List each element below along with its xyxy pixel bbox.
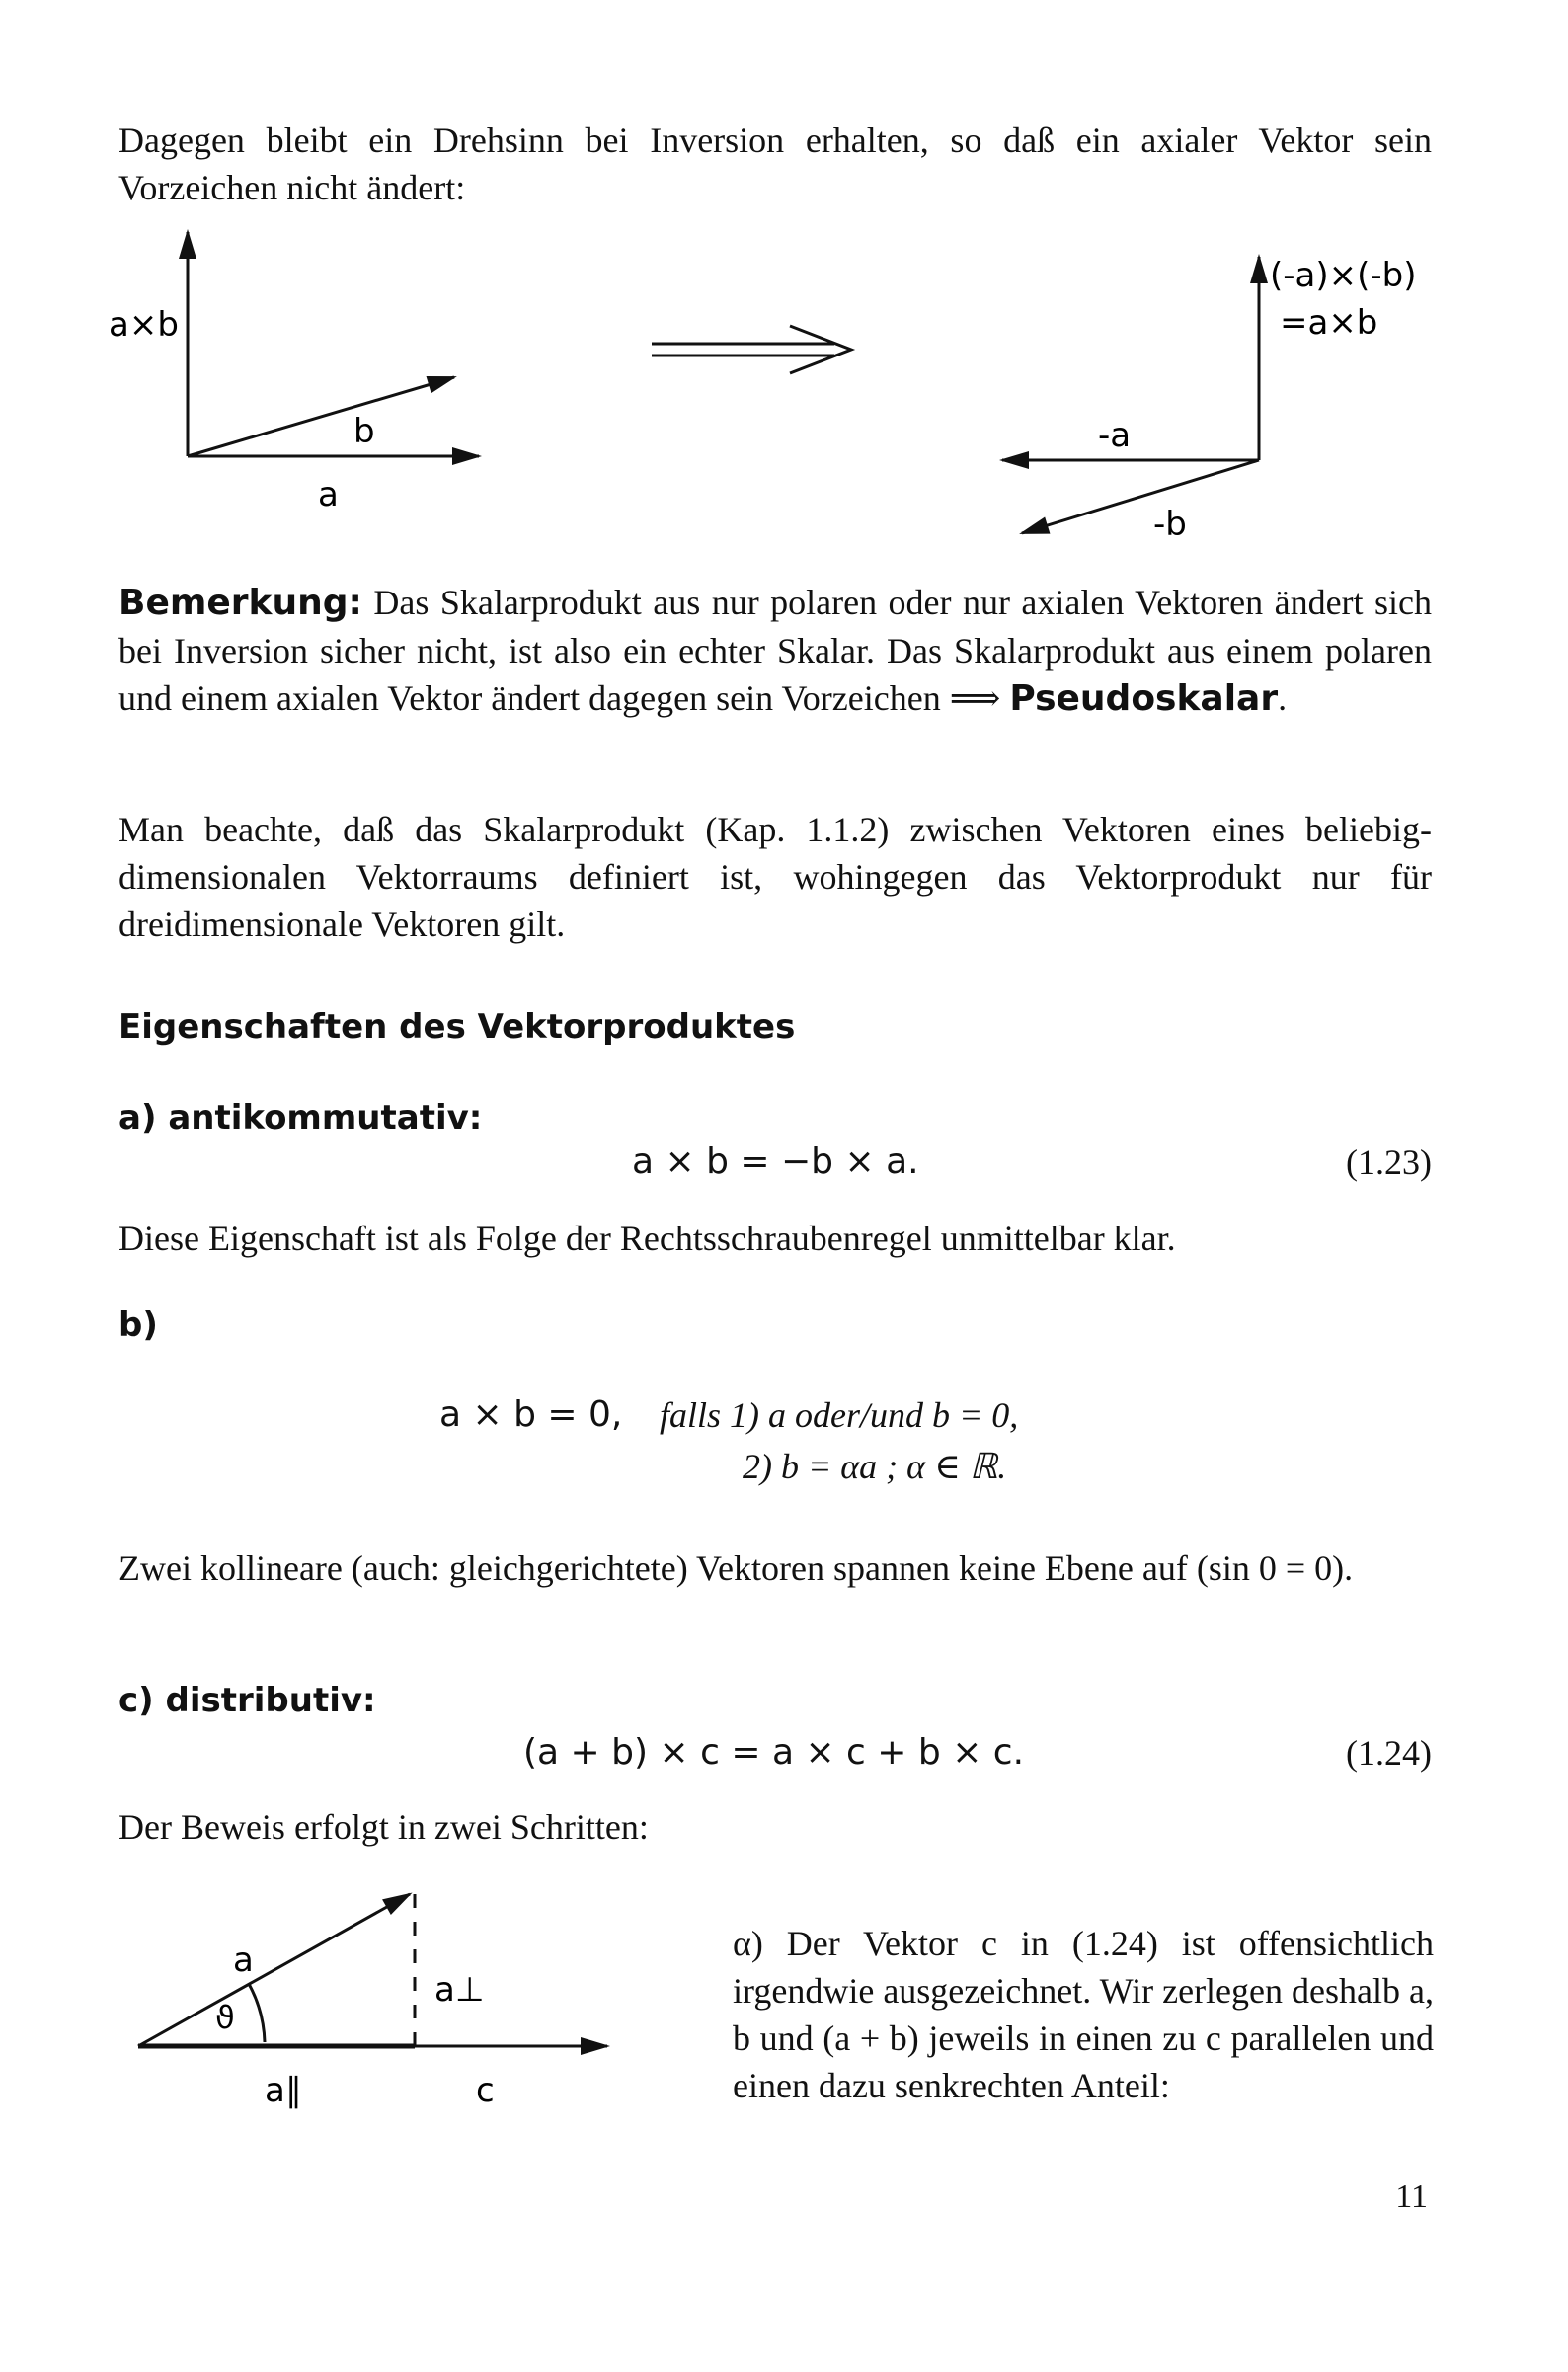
scalar-vs-vector-paragraph: Man beachte, daß das Skalarprodukt (Kap. 1.1.2) zwischen Vektoren eines beliebig-dimensionalen Vektorraums definiert ist, wohingegen das Vektorprodukt nur für dreidimensionale Vektoren gilt.: [118, 810, 1432, 944]
alpha-step-paragraph: α) Der Vektor c in (1.24) ist offensichtlich irgendwie ausgezeichnet. Wir zerlegen deshalb a, b und (a + b) jeweils in einen zu c parallelen und einen dazu senkrechten Anteil:: [733, 1924, 1434, 2105]
prop-c-equation: (a + b) × c = a × c + b × c.: [523, 1732, 1025, 1773]
equation-number-1-24: (1.24): [1346, 1733, 1432, 1773]
remark-label: Bemerkung:: [118, 583, 362, 623]
left-b-label: b: [353, 412, 375, 451]
fig2-a-parallel-label: a∥: [265, 2071, 302, 2110]
left-a-label: a: [318, 475, 339, 514]
prop-a-note: Diese Eigenschaft ist als Folge der Rechtsschraubenregel unmittelbar klar.: [118, 1219, 1176, 1258]
prop-c-note: Der Beweis erfolgt in zwei Schritten:: [118, 1807, 649, 1847]
prop-c-label: c) distributiv:: [118, 1681, 376, 1720]
left-axb-label: a×b: [109, 305, 179, 345]
prop-b-label: b): [118, 1305, 158, 1345]
prop-a-equation: a × b = −b × a.: [632, 1142, 919, 1182]
vector-a-arrow: [138, 1894, 410, 2046]
right-minus-a-label: -a: [1098, 416, 1132, 455]
prop-b-note: Zwei kollineare (auch: gleichgerichtete) Vektoren spannen keine Ebene auf (sin 0 = 0).: [118, 1548, 1354, 1588]
fig2-a-perp-label: a⊥: [434, 1970, 485, 2010]
remark-text: Das Skalarprodukt aus nur polaren oder nur axialen Vektoren ändert sich bei Inversion sicher nicht, ist also ein echter Skalar. Das Skalarprodukt aus einem polaren und einem axialen Vektor ändert dagegen sein Vorzeichen: [118, 583, 1432, 718]
fig2-a-label: a: [233, 1940, 254, 1980]
fig2-c-label: c: [476, 2071, 495, 2110]
right-minus-b-label: -b: [1153, 505, 1187, 544]
equation-number-1-23: (1.23): [1346, 1143, 1432, 1182]
intro-paragraph: Dagegen bleibt ein Drehsinn bei Inversion erhalten, so daß ein axialer Vektor sein Vorzeichen nicht ändert:: [118, 120, 1432, 207]
page-number: 11: [1395, 2178, 1428, 2215]
remark-period: .: [1278, 678, 1288, 718]
right-top-label-1: (-a)×(-b): [1270, 256, 1417, 295]
prop-a-label: a) antikommutativ:: [118, 1098, 483, 1138]
remark-term: Pseudoskalar: [1009, 678, 1279, 719]
fig2-theta-label: ϑ: [215, 1999, 235, 2036]
section-title: Eigenschaften des Vektorproduktes: [118, 1007, 796, 1047]
angle-arc: [249, 1984, 265, 2042]
remark-arrow: ⟹: [949, 678, 1001, 718]
right-top-label-2: =a×b: [1280, 303, 1378, 343]
prop-b-condition-2: 2) b = αa ; α ∈ ℝ.: [743, 1447, 1007, 1486]
prop-b-condition-1: falls 1) a oder/und b = 0,: [660, 1395, 1019, 1435]
prop-b-lhs: a × b = 0,: [439, 1394, 623, 1435]
